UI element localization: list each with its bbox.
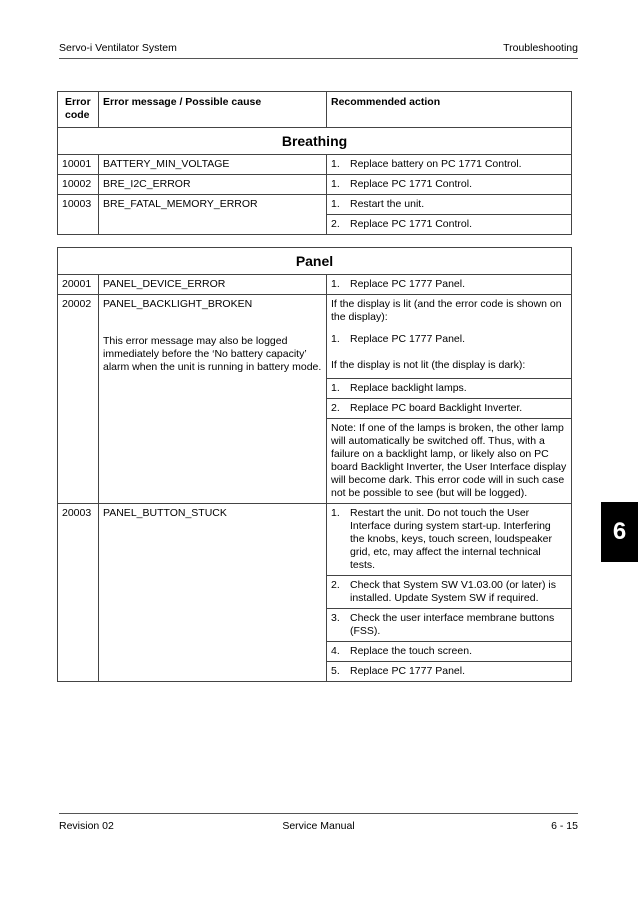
section-title-panel: Panel: [58, 248, 572, 275]
step-text: Replace the touch screen.: [350, 645, 472, 657]
error-code: 10003: [58, 195, 99, 235]
step-text: Replace PC 1771 Control.: [350, 218, 472, 230]
step-number: 2.: [331, 579, 340, 591]
error-code: 10001: [58, 155, 99, 175]
error-code: 20003: [58, 504, 99, 682]
step-number: 1.: [331, 382, 340, 394]
error-message: PANEL_BACKLIGHT_BROKEN: [103, 298, 253, 310]
error-code: 20002: [58, 295, 99, 504]
step-text: Check that System SW V1.03.00 (or later) is installed. Update System SW if required.: [350, 579, 556, 604]
step-number: 5.: [331, 665, 340, 677]
header-section: Troubleshooting: [503, 42, 578, 54]
page-footer: [59, 813, 578, 836]
step-number: 1.: [331, 278, 340, 290]
error-message: BATTERY_MIN_VOLTAGE: [99, 155, 327, 175]
col-header-code: Error code: [58, 92, 99, 128]
step-number: 1.: [331, 158, 340, 170]
step-number: 2.: [331, 218, 340, 230]
panel-error-table: [57, 247, 572, 682]
possible-cause-note: This error message may also be logged immediately before the ‘No battery capacity’ alarm when the unit is running in battery mode.: [103, 335, 322, 373]
step-number: 1.: [331, 198, 340, 210]
step-number: 1.: [331, 507, 340, 519]
display-dark-intro: If the display is not lit (the display is dark):: [331, 359, 526, 371]
step-text: Restart the unit.: [350, 198, 425, 210]
step-text: Check the user interface membrane buttons (FSS).: [350, 612, 555, 637]
step-text: Replace battery on PC 1771 Control.: [350, 158, 522, 170]
table-row: [58, 175, 572, 195]
step-number: 4.: [331, 645, 340, 657]
footer-manual: Service Manual: [282, 820, 355, 832]
table-header-row: [58, 92, 572, 128]
step-number: 1.: [331, 333, 340, 345]
step-number: 3.: [331, 612, 340, 624]
error-message: PANEL_DEVICE_ERROR: [99, 275, 327, 295]
step-text: Replace PC board Backlight Inverter.: [350, 402, 523, 414]
table-row: [58, 295, 572, 504]
footer-revision: Revision 02: [59, 820, 114, 832]
section-title-breathing: Breathing: [58, 128, 572, 155]
step-text: Replace backlight lamps.: [350, 382, 467, 394]
lamp-note: Note: If one of the lamps is broken, the other lamp will automatically be switched off. Thus, with a failure on a backlight lamp, or likely also on PC board Backlight Inverter, the User Interface display will become dark. This error code will in such case not be possible to see (but will be logged).: [327, 418, 571, 503]
breathing-error-table: [57, 91, 572, 235]
error-message: PANEL_BUTTON_STUCK: [99, 504, 327, 682]
table-row: [58, 504, 572, 682]
col-header-action: Recommended action: [327, 92, 572, 128]
page-number: 6 - 15: [551, 820, 578, 832]
step-number: 1.: [331, 178, 340, 190]
error-code: 10002: [58, 175, 99, 195]
step-number: 2.: [331, 402, 340, 414]
error-code: 20001: [58, 275, 99, 295]
step-text: Restart the unit. Do not touch the User Interface during system start-up. Interfering the knobs, keys, touch screen, loudspeaker grid, etc, may affect the internal technical tests.: [350, 507, 552, 571]
error-message: BRE_FATAL_MEMORY_ERROR: [99, 195, 327, 235]
table-row: [58, 195, 572, 235]
header-title: Servo-i Ventilator System: [59, 42, 177, 54]
step-text: Replace PC 1777 Panel.: [350, 665, 465, 677]
table-row: [58, 155, 572, 175]
step-text: Replace PC 1771 Control.: [350, 178, 472, 190]
chapter-tab: 6: [601, 502, 638, 562]
error-message: BRE_I2C_ERROR: [99, 175, 327, 195]
step-text: Replace PC 1777 Panel.: [350, 278, 465, 290]
col-header-message: Error message / Possible cause: [99, 92, 327, 128]
display-lit-intro: If the display is lit (and the error code is shown on the display):: [331, 298, 562, 323]
step-text: Replace PC 1777 Panel.: [350, 333, 465, 345]
page-header: [59, 42, 578, 59]
table-row: [58, 275, 572, 295]
